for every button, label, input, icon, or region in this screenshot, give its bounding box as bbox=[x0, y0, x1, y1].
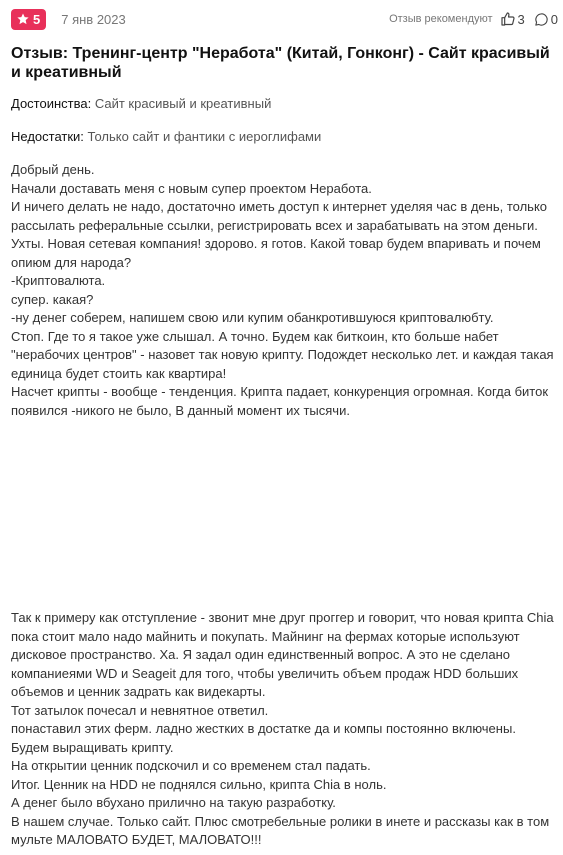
cons-label: Недостатки: bbox=[11, 129, 84, 144]
paragraph: -Криптовалюта. bbox=[11, 273, 106, 288]
cons-field bbox=[11, 128, 558, 146]
cons-text: Только сайт и фантики с иероглифами bbox=[83, 129, 322, 144]
pros-text: Сайт красивый и креативный bbox=[91, 96, 272, 111]
paragraph: супер. какая? bbox=[11, 291, 94, 307]
paragraph: А денег было вбухано прилично на такую разработку. bbox=[11, 795, 336, 810]
review-meta bbox=[11, 8, 558, 30]
paragraph: Стоп. Где то я такое уже слышал. А точно. Будем как биткоин, кто больше набет "нерабочих центров" - назовет так новую крипту. Подождет несколько лет. и каждая такая единица будет стоить как квартира! bbox=[11, 328, 558, 381]
likes-count: 3 bbox=[517, 11, 525, 27]
review-date: 7 янв 2023 bbox=[61, 11, 126, 27]
paragraph: Насчет крипты - вообще - тенденция. Крипта падает, конкуренция огромная. Когда биток появился -никого не было, В данный момент их тысячи. bbox=[11, 384, 552, 418]
rating-badge bbox=[11, 9, 46, 30]
comments-count: 0 bbox=[550, 11, 558, 27]
paragraph: Будем выращивать крипту. bbox=[11, 739, 174, 755]
pros-label: Достоинства: bbox=[11, 96, 92, 111]
paragraph: На открытии ценник подскочил и со временем стал падать. bbox=[11, 758, 371, 773]
paragraph: Тот затылок почесал и невнятное ответил. bbox=[11, 702, 269, 718]
recommend-label: Отзыв рекомендуют bbox=[389, 13, 493, 25]
paragraph: -ну денег соберем, напишем свою или купим обанкротившуюся криптовалюбту. bbox=[11, 310, 494, 325]
paragraph: понаставил этих ферм. ладно жестких в достатке да и компы постоянно включены. bbox=[11, 721, 516, 736]
paragraph: И ничего делать не надо, достаточно иметь доступ к интернет уделяя час в день, только рассылать реферальные ссылки, регистрировать всех и зарабатывать на этом деньги. bbox=[11, 199, 551, 233]
paragraph: Итог. Ценник на HDD не поднялся сильно, крипта Chia в ноль. bbox=[11, 776, 387, 792]
review-body-part1 bbox=[11, 161, 558, 420]
star-icon bbox=[16, 12, 30, 26]
rating-value: 5 bbox=[33, 11, 41, 27]
review-title: Отзыв: Тренинг-центр "Неработа" (Китай, Гонконг) - Сайт красивый и креативный bbox=[11, 45, 550, 81]
thumbs-up-icon bbox=[500, 11, 516, 27]
review-body-part2 bbox=[11, 609, 558, 850]
comment-icon bbox=[534, 12, 549, 27]
paragraph: Ухты. Новая сетевая компания! здорово. я готов. Какой товар будем впаривать и почем опиюм для народа? bbox=[11, 236, 545, 270]
paragraph: Добрый день. bbox=[11, 162, 95, 177]
paragraph: Так к примеру как отступление - звонит мне друг проггер и говорит, что новая крипта Chia пока стоит мало надо майнить и покупать. Майнинг на фермах которые используют дисковое пространство. Ха. Я задал один единственный вопрос. А это не сделано компаниеями WD и Seageit для того, чтобы увеличить объем продаж HDD больших объемов и ценник задрать как видекарты. bbox=[11, 610, 558, 699]
comments-button[interactable] bbox=[534, 12, 558, 27]
paragraph: Начали доставать меня с новым супер проектом Неработа. bbox=[11, 180, 372, 196]
like-button[interactable] bbox=[500, 11, 525, 27]
paragraph: В нашем случае. Только сайт. Плюс смотребельные ролики в инете и рассказы как в том мульте МАЛОВАТО БУДЕТ, МАЛОВАТО!!! bbox=[11, 813, 553, 847]
pros-field bbox=[11, 95, 558, 113]
